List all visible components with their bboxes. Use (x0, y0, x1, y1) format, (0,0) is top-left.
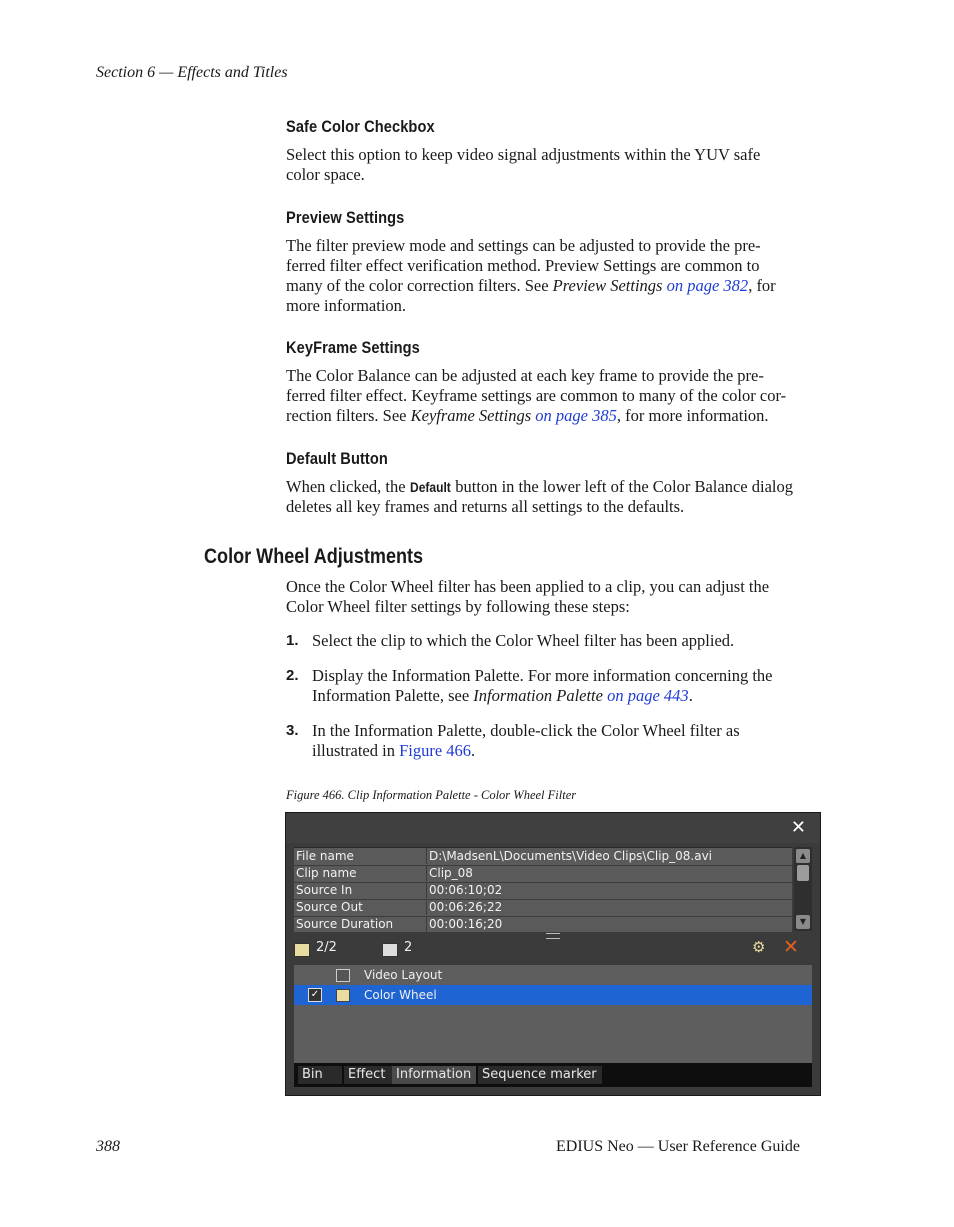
text-fragment: , for (748, 276, 776, 295)
info-key: Source In (296, 883, 353, 897)
text-line: Select the clip to which the Color Wheel filter has been applied. (312, 631, 735, 650)
default-button-heading: Default Button (286, 449, 388, 468)
table-row (294, 882, 792, 900)
info-key: Source Out (296, 900, 363, 914)
text-fragment: . (688, 686, 693, 705)
filter-icon (294, 943, 310, 957)
default-button-text (286, 477, 836, 517)
keyframe-heading: KeyFrame Settings (286, 338, 420, 357)
text-line: ferred filter effect verification method. Preview Settings are common to (286, 256, 760, 275)
information-palette (285, 812, 821, 1096)
table-row (294, 899, 792, 917)
filter-label: Color Wheel (364, 988, 437, 1002)
info-scrollbar[interactable] (794, 847, 812, 931)
text-line (286, 406, 836, 426)
reference-title: Information Palette (473, 686, 603, 705)
text-fragment: When clicked, the (286, 477, 410, 496)
filter-toolbar (286, 937, 820, 963)
enable-checkbox[interactable]: ✓ (308, 988, 322, 1002)
keyframe-count: 2 (404, 940, 413, 955)
step-number: 1. (286, 632, 299, 649)
text-line: deletes all key frames and returns all settings to the defaults. (286, 497, 685, 516)
text-line (286, 477, 836, 497)
step-number: 3. (286, 722, 299, 739)
text-line: color space. (286, 165, 365, 184)
safe-color-heading: Safe Color Checkbox (286, 117, 435, 136)
scroll-down-icon[interactable]: ▼ (796, 915, 810, 929)
list-item[interactable] (294, 965, 812, 985)
text-line: The filter preview mode and settings can be adjusted to provide the pre- (286, 236, 761, 255)
text-line (312, 741, 740, 761)
tab-information[interactable]: Information (392, 1066, 476, 1084)
text-fragment: . (471, 741, 476, 760)
info-value: 00:00:16;20 (426, 916, 793, 932)
safe-color-text (286, 145, 836, 185)
table-row (294, 916, 792, 934)
text-line: Select this option to keep video signal adjustments within the YUV safe (286, 145, 761, 164)
table-row (294, 865, 792, 883)
text-line: In the Information Palette, double-click the Color Wheel filter as (312, 721, 740, 740)
text-fragment: many of the color correction filters. See (286, 276, 553, 295)
running-header: Section 6 — Effects and Titles (96, 64, 288, 81)
figure-caption: Figure 466. Clip Information Palette - Color Wheel Filter (286, 788, 577, 802)
color-wheel-intro (286, 577, 836, 617)
text-line: Display the Information Palette. For more information concerning the (312, 666, 773, 685)
video-layout-icon (336, 969, 350, 982)
preview-heading: Preview Settings (286, 208, 405, 227)
text-fragment: button in the lower left of the Color Balance dialog (451, 477, 793, 496)
info-key: File name (296, 849, 354, 863)
text-line: ferred filter effect. Keyframe settings are common to many of the color cor- (286, 386, 787, 405)
info-value: D:\MadsenL\Documents\Video Clips\Clip_08.avi (426, 848, 793, 864)
delete-icon[interactable]: ✕ (783, 936, 799, 958)
color-wheel-heading: Color Wheel Adjustments (204, 545, 424, 568)
info-value: 00:06:10;02 (426, 882, 793, 898)
text-line: Once the Color Wheel filter has been applied to a clip, you can adjust the (286, 577, 770, 596)
filter-label: Video Layout (364, 968, 443, 982)
text-line: The Color Balance can be adjusted at each key frame to provide the pre- (286, 366, 764, 385)
text-fragment: , for more information. (616, 406, 769, 425)
preview-text (286, 236, 836, 316)
text-line: Color Wheel filter settings by following these steps: (286, 597, 630, 616)
page-link[interactable]: on page 385 (535, 406, 617, 425)
tab-sequence-marker[interactable]: Sequence marker (478, 1066, 602, 1084)
text-line: more information. (286, 296, 407, 315)
text-line (312, 686, 773, 706)
page-link[interactable]: on page 382 (666, 276, 749, 295)
tab-bin[interactable]: Bin (298, 1066, 342, 1084)
reference-title: Keyframe Settings (410, 406, 532, 425)
palette-tabs (294, 1063, 812, 1087)
guide-title: EDIUS Neo — User Reference Guide (556, 1138, 800, 1155)
filter-list (294, 965, 812, 1063)
figure-link[interactable]: Figure 466 (399, 741, 472, 760)
palette-titlebar (286, 813, 820, 843)
list-item[interactable] (294, 985, 812, 1005)
info-value: Clip_08 (426, 865, 793, 881)
info-key: Clip name (296, 866, 357, 880)
text-fragment: Information Palette, see (312, 686, 474, 705)
step-number: 2. (286, 667, 299, 684)
info-value: 00:06:26;22 (426, 899, 793, 915)
properties-icon[interactable]: ⚙ (752, 938, 766, 956)
reference-title: Preview Settings (552, 276, 663, 295)
filter-count: 2/2 (316, 940, 337, 955)
text-fragment: illustrated in (312, 741, 400, 760)
scroll-thumb[interactable] (797, 865, 809, 881)
page-link[interactable]: on page 443 (607, 686, 689, 705)
default-label: Default (409, 479, 451, 495)
page-number: 388 (96, 1138, 120, 1155)
clip-info-table (294, 847, 792, 932)
tab-effect[interactable]: Effect (344, 1066, 392, 1084)
info-key: Source Duration (296, 917, 394, 931)
text-fragment: rection filters. See (286, 406, 411, 425)
scroll-up-icon[interactable]: ▲ (796, 849, 810, 863)
keyframe-icon (382, 943, 398, 957)
table-row (294, 848, 792, 866)
filter-icon (336, 989, 350, 1002)
text-line (286, 276, 836, 296)
close-icon[interactable]: ✕ (790, 817, 806, 838)
keyframe-text (286, 366, 836, 426)
